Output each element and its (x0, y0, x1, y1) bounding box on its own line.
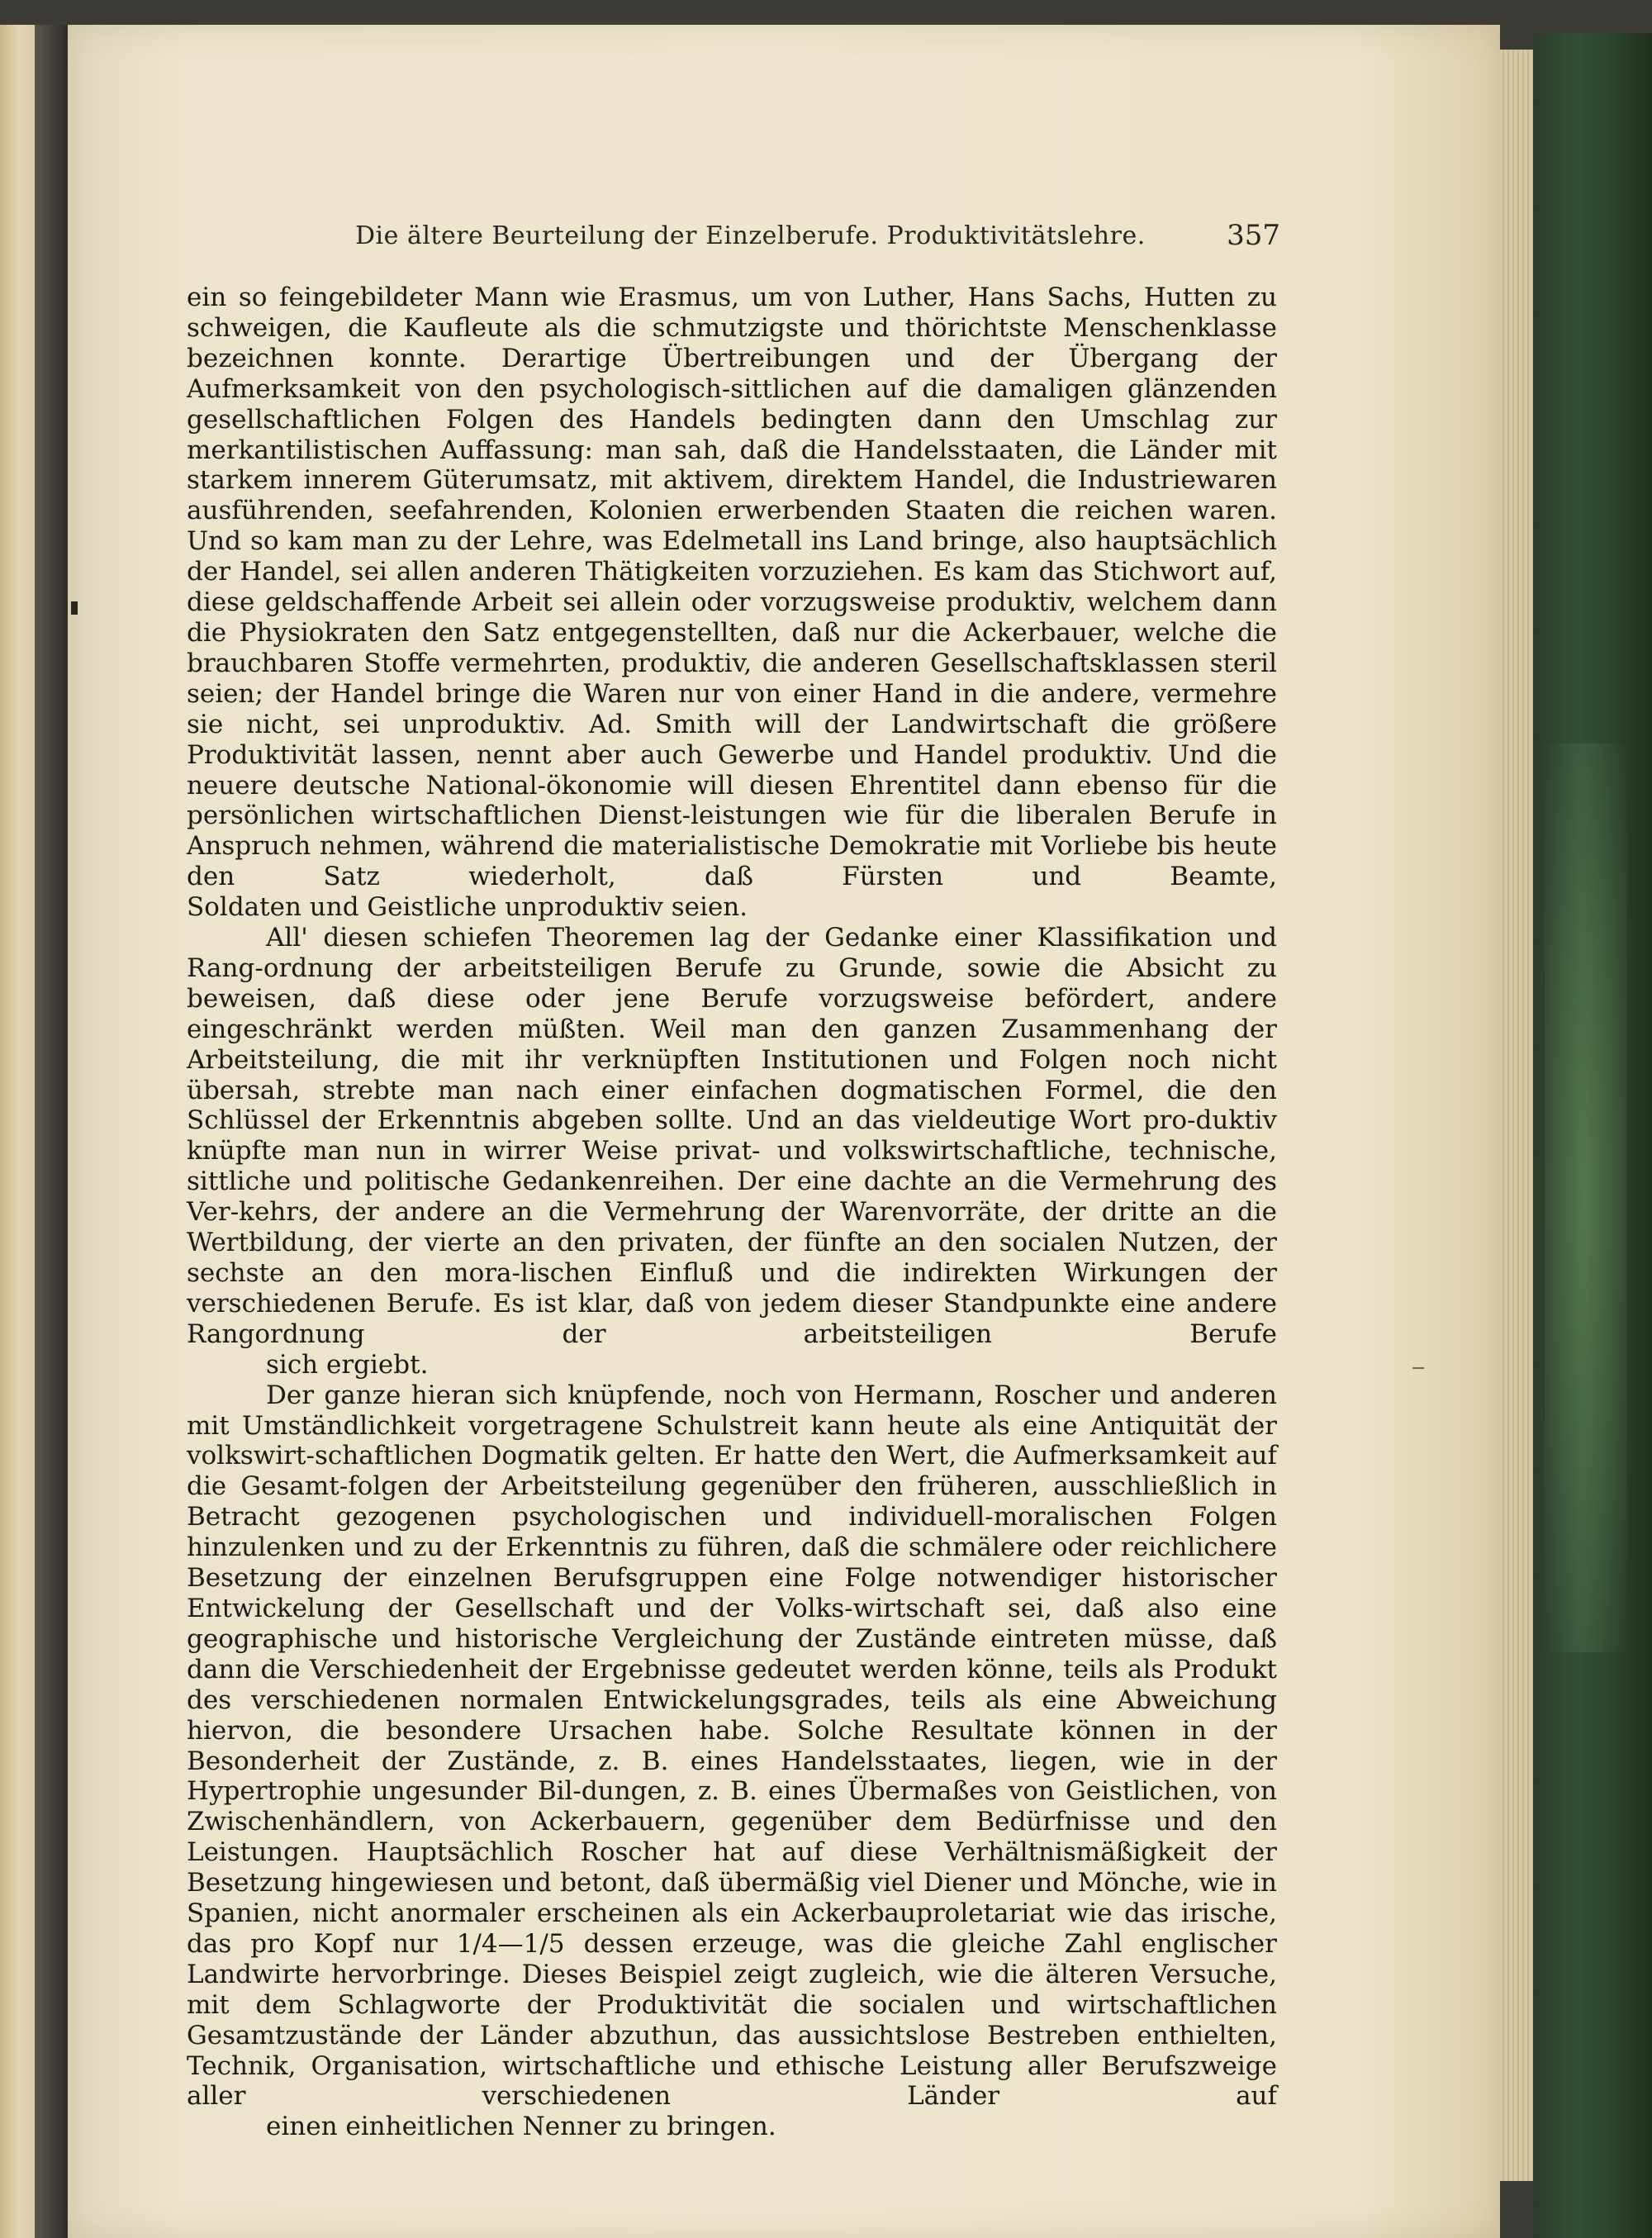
paragraph-2 (187, 923, 1277, 1380)
paragraph-1 (187, 283, 1277, 923)
page-number: 357 (1227, 219, 1280, 252)
running-head: Die ältere Beurteilung der Einzelberufe. Produktivitätslehre. (355, 221, 1146, 250)
margin-dash (1412, 1367, 1424, 1369)
page-block-edge (1500, 50, 1533, 2181)
book-gutter (35, 25, 68, 2238)
paragraph-2-last-line: sich ergiebt. (266, 1349, 429, 1380)
paragraph-1-last-line: Soldaten und Geistliche unproduktiv seien. (187, 892, 748, 923)
facing-page-edge (0, 25, 35, 2238)
paragraph-2-text: All' diesen schiefen Theoremen lag der Gedanke einer Klassifikation und Rang-ordnung der arbeitsteiligen Berufe zu Grunde, sowie die Absicht zu beweisen, daß diese oder jene Berufe vorzugsweise befördert, andere eingeschränkt werden müßten. Weil man den ganzen Zusammenhang der Arbeitsteilung, die mit ihr verknüpften Institutionen und Folgen noch nicht übersah, strebte man nach einer einfachen dogmatischen Formel, die den Schlüssel der Erkenntnis abgeben sollte. Und an das vieldeutige Wort pro-duktiv knüpfte man nun in wirrer Weise privat- und volkswirtschaftliche, technische, sittliche und politische Gedankenreihen. Der eine dachte an die Vermehrung des Ver-kehrs, der andere an die Vermehrung der Warenvorräte, der dritte an die Wertbildung, der vierte an den privaten, der fünfte an den socialen Nutzen, der sechste an den mora-lischen Einfluß und die indirekten Wirkungen der verschiedenen Berufe. Es ist klar, daß von jedem dieser Standpunkte eine andere Rangordnung der arbeitsteiligen Berufe (187, 923, 1277, 1349)
paragraph-3-text: Der ganze hieran sich knüpfende, noch von Hermann, Roscher und anderen mit Umständlichkeit vorgetragene Schulstreit kann heute als eine Antiquität der volkswirt-schaftlichen Dogmatik gelten. Er hatte den Wert, die Aufmerksamkeit auf die Gesamt-folgen der Arbeitsteilung gegenüber den früheren, ausschließlich in Betracht gezogenen psychologischen und individuell-moralischen Folgen hinzulenken und zu der Erkenntnis zu führen, daß die schmälere oder reichlichere Besetzung der einzelnen Berufsgruppen eine Folge notwendiger historischer Entwickelung der Gesellschaft und der Volks-wirtschaft sei, daß also eine geographische und historische Vergleichung der Zustände eintreten müsse, daß dann die Verschiedenheit der Ergebnisse gedeutet werden könne, teils als Produkt des verschiedenen normalen Entwickelungsgrades, teils als eine Abweichung hiervon, die besondere Ursachen habe. Solche Resultate können in der Besonderheit der Zustände, z. B. eines Handelsstaates, liegen, wie in der Hypertrophie ungesunder Bil-dungen, z. B. eines Übermaßes von Geistlichen, von Zwischenhändlern, von Ackerbauern, gegenüber dem Bedürfnisse und den Leistungen. Hauptsächlich Roscher hat auf diese Verhältnismäßigkeit der Besetzung hingewiesen und betont, daß übermäßig viel Diener und Mönche, wie in Spanien, nicht anormaler erscheinen als ein Ackerbauproletariat wie das irische, das pro Kopf nur 1/4—1/5 dessen erzeuge, was die gleiche Zahl englischer Landwirte hervorbringe. Dieses Beispiel zeigt zugleich, wie die älteren Versuche, mit dem Schlagworte der Produktivität die socialen und wirtschaftlichen Gesamtzustände der Länder abzuthun, das aussichtslose Bestreben enthielten, Technik, Organisation, wirtschaftliche und ethische Leistung aller Berufszweige aller verschiedenen Länder auf (187, 1380, 1277, 2112)
paragraph-3 (187, 1380, 1277, 2143)
paragraph-1-text: ein so feingebildeter Mann wie Erasmus, um von Luther, Hans Sachs, Hutten zu schweigen, die Kaufleute als die schmutzigste und thörichtste Menschenklasse bezeichnen konnte. Derartige Übertreibungen und der Übergang der Aufmerksamkeit von den psychologisch-sittlichen auf die damaligen glänzenden gesellschaftlichen Folgen des Handels bedingten dann den Umschlag zur merkantilistischen Auffassung: man sah, daß die Handelsstaaten, die Länder mit starkem innerem Güterumsatz, mit aktivem, direktem Handel, die Industriewaren ausführenden, seefahrenden, Kolonien erwerbenden Staaten die reichen waren. Und so kam man zu der Lehre, was Edelmetall ins Land bringe, also hauptsächlich der Handel, sei allen anderen Thätigkeiten vorzuziehen. Es kam das Stichwort auf, diese geldschaffende Arbeit sei allein oder vorzugsweise produktiv, welchem dann die Physiokraten den Satz entgegenstellten, daß nur die Ackerbauer, welche die brauchbaren Stoffe vermehrten, produktiv, die anderen Gesellschaftsklassen steril seien; der Handel bringe die Waren nur von einer Hand in die andere, vermehre sie nicht, sei unproduktiv. Ad. Smith will der Landwirtschaft die größere Produktivität lassen, nennt aber auch Gewerbe und Handel produktiv. Und die neuere deutsche National-ökonomie will diesen Ehrentitel dann ebenso für die persönlichen wirtschaftlichen Dienst-leistungen wie für die liberalen Berufe in Anspruch nehmen, während die materialistische Demokratie mit Vorliebe bis heute den Satz wiederholt, daß Fürsten und Beamte, (187, 283, 1277, 892)
margin-mark (71, 601, 78, 615)
cover-highlight (1545, 744, 1627, 1652)
body-text (187, 283, 1277, 2142)
paragraph-3-last-line: einen einheitlichen Nenner zu bringen. (266, 2112, 776, 2142)
